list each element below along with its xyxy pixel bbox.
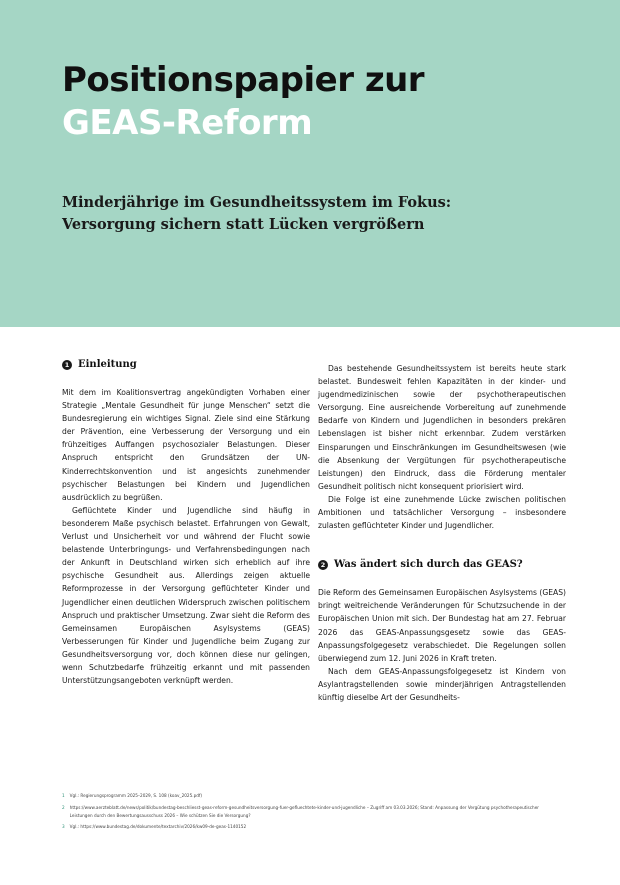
footnote-number: 2 <box>62 804 65 810</box>
footnote <box>62 804 562 820</box>
footnote-number: 1 <box>62 793 65 798</box>
left-column <box>62 358 310 687</box>
right-column <box>318 362 566 704</box>
paragraph: Geflüchtete Kinder und Jugendliche sind häufig in besonderem Maße psychisch belastet. Erfahrungen von Gewalt, Verlust und Unsicherheit vor und während der Flucht sowie belastende Unterbringungs- und Verfahrensbedingungen nach der Ankunft in Deutschland wirken sich erheblich auf ihre psychische Gesundheit aus. Allerdings zeigen aktuelle Reformprozesse in der Versorgung geflüchteter Kinder und Jugendlicher einen deutlichen Widerspruch zwischen politischem Anspruch und praktischer Umsetzung. Zwar sieht die Reform des Gemeinsamen Europäischen Asylsystems (GEAS) Verbesserungen für Kinder und Jugendliche beim Zugang zur Gesundheitsversorgung vor, doch können diese nur gelingen, wenn Schutzbedarfe frühzeitig erkannt und mit passenden Unterstützungsangeboten verknüpft werden. <box>62 505 310 686</box>
section-heading <box>62 358 310 372</box>
hero-banner <box>0 0 620 327</box>
paragraph: Die Folge ist eine zunehmende Lücke zwischen politischen Ambitionen und tatsächlicher Versorgung – insbesondere zulasten geflüchteter Kinder und Jugendlicher. <box>318 494 566 531</box>
section-number-badge: 1 <box>62 360 72 370</box>
section-title: Was ändert sich durch das GEAS? <box>334 559 523 571</box>
footnote-text: Vgl.: https://www.bundestag.de/dokumente/textarchiv/2026/kw09-de-geas-1140152 <box>69 824 247 830</box>
page-subtitle <box>62 192 532 236</box>
subtitle-line: Versorgung sichern statt Lücken vergrößern <box>62 216 425 233</box>
footnote-text: Vgl.: Regierungsprogramm 2025–2029, S. 108 (koav_2025.pdf) <box>69 793 203 798</box>
paragraph: Die Reform des Gemeinsamen Europäischen Asylsystems (GEAS) bringt weitreichende Veränderungen für Schutzsuchende in der Europäischen Union mit sich. Der Bundestag hat am 27. Februar 2026 das GEAS-Anpassungsgesetz sowie das GEAS-Anpassungsfolgegesetz verabschiedet. Die Regelungen sollen überwiegend zum 12. Juni 2026 in Kraft treten. <box>318 588 566 663</box>
page-title: Positionspapier zur <box>62 60 425 100</box>
section-heading <box>318 558 566 572</box>
footnote-text: https://www.aerzteblatt.de/news/politik/bundestag-beschliesst-geas-reform-gesundheitsversorgung-fuer-gefluechtete-kinder-und-jugendliche – Zugriff am 03.03.2026; Stand: Anpassung der Vergütung psychotherapeutischer Leistungen durch den Bewertungsausschuss 2026 – Wie schützen Sie die Versorgung? <box>69 804 539 818</box>
paragraph: Mit dem im Koalitionsvertrag angekündigten Vorhaben einer Strategie „Mentale Gesundheit für junge Menschen“ setzt die Bundesregierung ein wichtiges Signal. Ziele sind eine Stärkung der Prävention, eine Verbesserung der Versorgung und ein frühzeitiges Auffangen psychosozialer Belastungen. Dieser Anspruch entspricht den Grundsätzen der UN-Kinderrechtskonvention und ist angesichts zunehmender psychischer Belastungen bei Kindern und Jugendlichen ausdrücklich zu begrüßen. <box>62 388 310 502</box>
footnote <box>62 823 562 831</box>
footnote-number: 3 <box>62 824 65 830</box>
footnote <box>62 792 562 800</box>
page-title-highlight: GEAS-Reform <box>62 103 313 143</box>
paragraph: Nach dem GEAS-Anpassungsfolgegesetz ist Kindern von Asylantragstellenden sowie minderjährigen Antragstellenden künftig dieselbe Art der Gesundheits- <box>318 666 566 702</box>
section-title: Einleitung <box>78 359 137 370</box>
section-number-badge: 2 <box>318 560 328 570</box>
paragraph: Das bestehende Gesundheitssystem ist bereits heute stark belastet. Bundesweit fehlen Kapazitäten in der kinder- und jugendmedizinischen sowie der psychotherapeutischen Versorgung. Eine ausreichende Vorbereitung auf zunehmende Bedarfe von Kindern und Jugendlichen in besonders prekären Lebenslagen ist bisher nicht erkennbar. Zudem verstärken Einsparungen und Einschränkungen im Gesundheitswesen (wie die Absenkung der Vergütungen für psychotherapeutische Leistungen) den Eindruck, dass die Förderung mentaler Gesundheit politisch nicht konsequent priorisiert wird. <box>318 364 566 491</box>
subtitle-line: Minderjährige im Gesundheitssystem im Fokus: <box>62 194 452 211</box>
footnotes <box>62 792 562 835</box>
